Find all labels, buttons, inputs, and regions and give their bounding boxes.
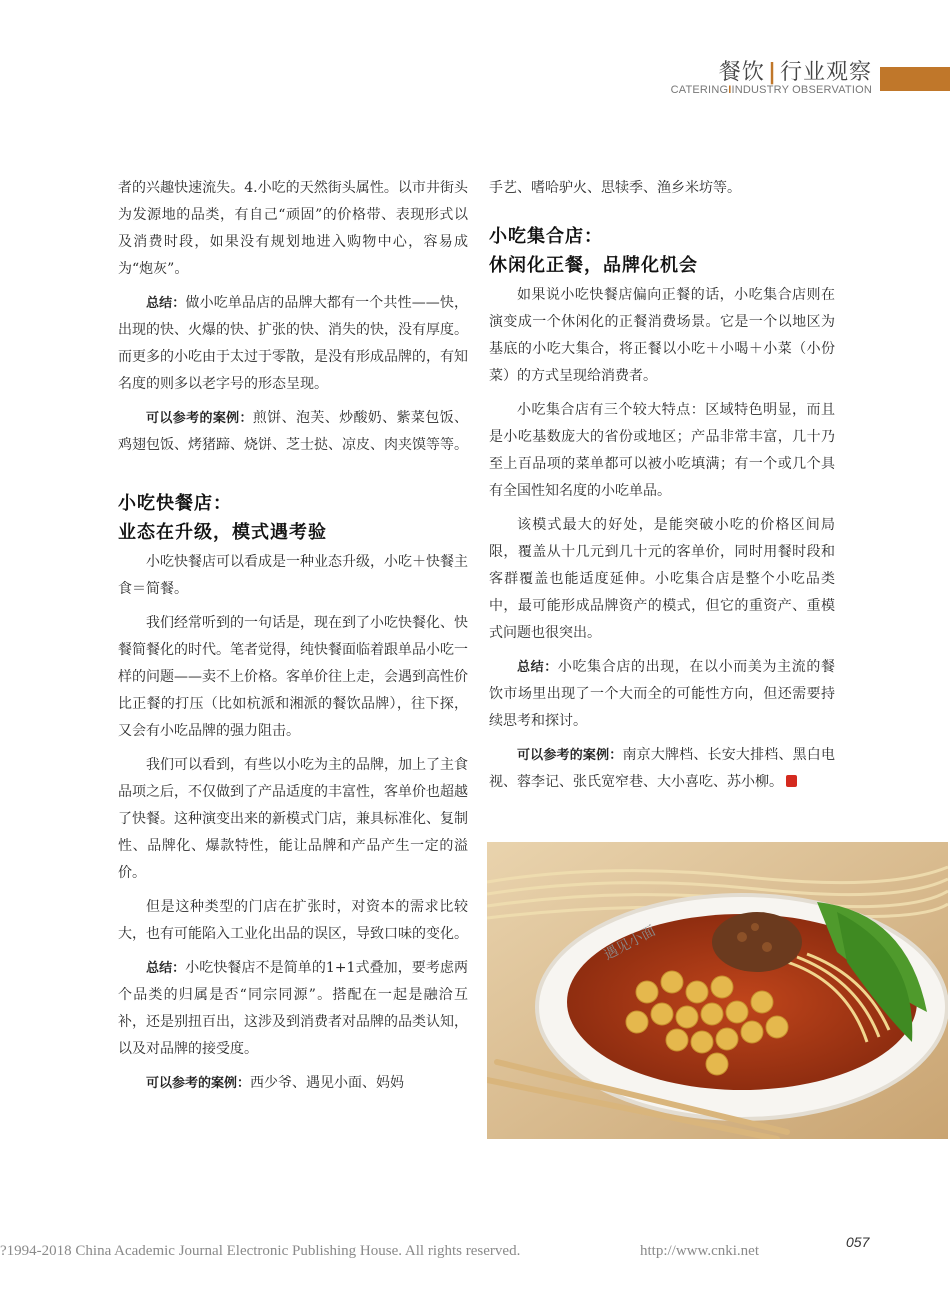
section-title-line1: 小吃集合店： — [489, 226, 603, 247]
left-column — [118, 175, 468, 1104]
header-catering: 餐饮 — [718, 60, 765, 85]
summary-label: 总结： — [517, 660, 558, 675]
cases-paragraph — [118, 1070, 468, 1097]
section-title-line2: 业态在升级，模式遇考验 — [118, 522, 327, 543]
paragraph: 我们可以看到，有些以小吃为主的品牌，加上了主食品项之后，不仅做到了产品适度的丰富性，客单价也超越了快餐。这种演变出来的新模式门店，兼具标准化、复制性、品牌化、爆款特性，能让品牌和产品产生一定的溢价。 — [118, 757, 468, 881]
paragraph: 但是这种类型的门店在扩张时，对资本的需求比较大，也有可能陷入工业化出品的误区，导致口味的变化。 — [118, 899, 468, 942]
summary-label: 总结： — [146, 296, 186, 311]
bowl-logo-text: 遇见小面 — [601, 923, 659, 964]
summary-text: 做小吃单品店的品牌大都有一个共性——快，出现的快、火爆的快、扩张的快、消失的快，没有厚度。而更多的小吃由于太过于零散，是没有形成品牌的，有知名度的则多以老字号的形态呈现。 — [118, 295, 468, 392]
summary-text: 小吃快餐店不是简单的1+1式叠加，要考虑两个品类的归属是否“同宗同源”。搭配在一起是融洽互补，还是别扭百出，这涉及到消费者对品牌的品类认知，以及对品牌的接受度。 — [118, 960, 468, 1057]
cases-text: 南京大牌档、长安大排档、黑白电视、蓉李记、张氏宽窄巷、大小喜吃、苏小柳。 — [489, 747, 835, 790]
section-title-line1: 小吃快餐店： — [118, 493, 232, 514]
summary-paragraph — [118, 290, 468, 398]
header-separator: | — [767, 60, 777, 85]
noodle-bowl-illustration — [487, 842, 948, 1139]
paragraph: 小吃集合店有三个较大特点：区域特色明显，而且是小吃基数庞大的省份或地区；产品非常丰富，几十乃至上百品项的菜单都可以被小吃填满；有一个或几个具有全国性知名度的小吃单品。 — [489, 402, 835, 499]
section-header-english — [671, 84, 872, 96]
header-en-catering: CATERING — [670, 84, 729, 96]
paragraph: 该模式最大的好处，是能突破小吃的价格区间局限，覆盖从十几元到几十元的客单价，同时用餐时段和客群覆盖也能适度延伸。小吃集合店是整个小吃品类中，最可能形成品牌资产的模式，但它的重资产、重模式问题也很突出。 — [489, 517, 835, 641]
cases-label: 可以参考的案例： — [146, 411, 253, 426]
section-header — [719, 55, 872, 86]
paragraph: 如果说小吃快餐店偏向正餐的话，小吃集合店则在演变成一个休闲化的正餐消费场景。它是一个以地区为基底的小吃大集合，将正餐以小吃＋小喝＋小菜（小份菜）的方式呈现给消费者。 — [489, 287, 835, 384]
cases-paragraph — [118, 405, 468, 459]
header-accent-tab — [880, 67, 950, 91]
cases-paragraph — [489, 742, 835, 796]
summary-text: 小吃集合店的出现，在以小而美为主流的餐饮市场里出现了一个大而全的可能性方向，但还需要持续思考和探讨。 — [489, 659, 835, 729]
summary-paragraph — [489, 654, 835, 735]
paragraph: 者的兴趣快速流失。4.小吃的天然街头属性。以市井街头为发源地的品类，有自己“顽固”的价格带、表现形式以及消费时段，如果没有规划地进入购物中心，容易成为“炮灰”。 — [118, 180, 468, 277]
copyright-footer: ?1994-2018 China Academic Journal Electronic Publishing House. All rights reserved. — [0, 1243, 521, 1259]
summary-label: 总结： — [146, 961, 186, 976]
section-heading-snack-fastfood — [118, 489, 468, 547]
section-title-line2: 休闲化正餐，品牌化机会 — [489, 255, 698, 276]
cases-label: 可以参考的案例： — [517, 748, 623, 763]
cases-text: 西少爷、遇见小面、妈妈 — [250, 1075, 405, 1091]
right-column — [489, 175, 835, 803]
header-industry-observation: 行业观察 — [779, 60, 872, 85]
section-heading-snack-collection — [489, 222, 835, 280]
page-number: 057 — [846, 1234, 870, 1250]
footer-url[interactable]: http://www.cnki.net — [640, 1243, 760, 1259]
paragraph: 手艺、嗜哈驴火、思犊季、渔乡米坊等。 — [489, 180, 741, 196]
paragraph: 我们经常听到的一句话是，现在到了小吃快餐化、快餐简餐化的时代。笔者觉得，纯快餐面临着跟单品小吃一样的问题——卖不上价格。客单价往上走，会遇到高性价比正餐的打压（比如杭派和湘派的餐饮品牌），往下探，又会有小吃品牌的强力阻击。 — [118, 615, 468, 739]
summary-paragraph — [118, 955, 468, 1063]
end-mark-icon — [786, 775, 797, 787]
header-en-separator: I — [728, 84, 732, 96]
paragraph: 小吃快餐店可以看成是一种业态升级，小吃＋快餐主食＝简餐。 — [118, 554, 468, 597]
cases-text: 煎饼、泡芙、炒酸奶、紫菜包饭、鸡翅包饭、烤猪蹄、烧饼、芝士挞、凉皮、肉夹馍等等。 — [118, 410, 468, 453]
header-en-industry: INDUSTRY OBSERVATION — [731, 84, 872, 96]
cases-label: 可以参考的案例： — [146, 1076, 251, 1091]
noodle-bowl-photo — [487, 842, 948, 1139]
